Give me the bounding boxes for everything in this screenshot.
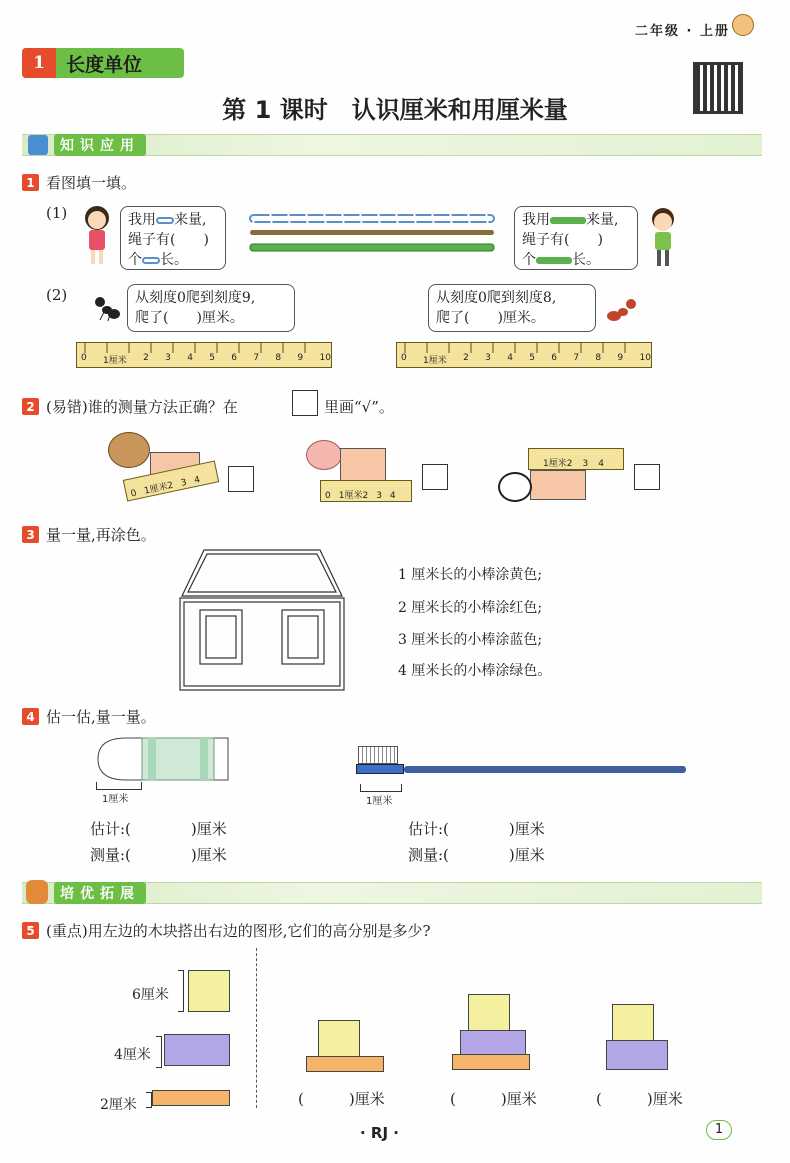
ant-icon [604,294,638,326]
paperclip-icon [156,217,174,224]
paperclip-icon [142,257,160,264]
toothbrush-head [358,746,398,764]
estimate-blank[interactable]: 估计:( )厘米 [408,820,545,838]
question-number: 1 [22,174,39,191]
boy-figure-icon [648,206,678,268]
block-2cm [152,1090,230,1106]
ruler-left [76,342,332,368]
section-label-advanced: 培优拓展 [54,882,146,904]
rope-illustration [248,212,496,258]
block-height-label: 6厘米 [132,987,169,1003]
rope [250,230,494,235]
cat-icon [26,880,48,904]
question-text: (易错)谁的测量方法正确？在 [46,398,238,416]
question-number: 4 [22,708,39,725]
question-text: (重点)用左边的木块搭出右边的图形,它们的高分别是多少? [46,922,431,940]
paperclip-chain [250,215,494,222]
ant-icon [92,292,120,322]
height-answer-blank[interactable]: ( )厘米 [298,1090,385,1108]
stack2-yellow [468,994,510,1034]
answer-box-b[interactable] [422,464,448,490]
answer-box-a[interactable] [228,466,254,492]
stack1-orange [306,1056,384,1072]
height-answer-blank[interactable]: ( )厘米 [450,1090,537,1108]
stack2-purple [460,1030,526,1056]
unit-bracket [360,784,402,792]
ruler-right [396,342,652,368]
student-icon [732,14,754,36]
question-text-after: 里画“√”。 [324,398,394,416]
chapter-title: 长度单位 [66,53,143,76]
stick-icon [536,257,572,264]
stack3-yellow [612,1004,654,1044]
measured-block-c [530,470,586,500]
page-number: 1 [706,1120,732,1140]
section-label-knowledge: 知识应用 [54,134,146,156]
question-number: 5 [22,922,39,939]
estimate-blank[interactable]: 估计:( )厘米 [90,820,227,838]
color-instruction: 1 厘米长的小棒涂黄色; [398,567,543,583]
height-bracket [178,970,184,1012]
ruler-offset: 0 1厘米2 3 4 [320,480,412,502]
unit-label: 1厘米 [366,796,393,807]
pig-icon [306,440,342,470]
stick-icon [550,217,586,224]
girl-figure-icon [82,204,112,266]
measured-block-b [340,448,386,482]
chapter-tab [22,48,184,78]
block-6cm [188,970,230,1012]
checkbox-example [292,390,318,416]
page-title: 第 1 课时 认识厘米和用厘米量 [222,96,568,124]
stick-row [250,244,494,251]
stack3-purple [606,1040,668,1070]
part-label: (2) [46,286,68,304]
divider-dashed [256,948,257,1108]
stack2-orange [452,1054,530,1070]
measure-blank[interactable]: 测量:( )厘米 [90,846,227,864]
speech-bubble-left: 我用 来量, 绳子有( ) 个 长。 [120,206,226,270]
ruler-labels: 0 1厘米 2 3 4 5 6 7 8 9 10 [401,353,651,366]
unit-bracket [96,782,142,790]
unit-label: 1厘米 [102,794,129,805]
toothbrush-icon [356,764,404,774]
grade-label: 二年级 · 上册 [635,24,730,39]
stack1-yellow [318,1020,360,1060]
block-height-label: 2厘米 [100,1097,137,1113]
house-drawing [176,548,348,694]
answer-box-c[interactable] [634,464,660,490]
speech-bubble-ant-left: 从刻度0爬到刻度9, 爬了( )厘米。 [127,284,295,332]
question-number: 2 [22,398,39,415]
speech-bubble-ant-right: 从刻度0爬到刻度8, 爬了( )厘米。 [428,284,596,332]
eraser-drawing [96,736,236,782]
height-answer-blank[interactable]: ( )厘米 [596,1090,683,1108]
block-height-label: 4厘米 [114,1047,151,1063]
question-number: 3 [22,526,39,543]
measure-blank[interactable]: 测量:( )厘米 [408,846,545,864]
color-instruction: 2 厘米长的小棒涂红色; [398,600,543,616]
panda-icon [498,472,532,502]
color-instruction: 3 厘米长的小棒涂蓝色; [398,632,543,648]
height-bracket [156,1036,162,1068]
publisher-mark: · RJ · [360,1124,399,1142]
question-text: 看图填一填。 [46,174,137,192]
question-text: 量一量,再涂色。 [46,526,156,544]
ruler-labels: 0 1厘米 2 3 4 5 6 7 8 9 10 [81,353,331,366]
book-icon [28,135,48,155]
ruler-aligned: 1厘米2 3 4 [528,448,624,470]
part-label: (1) [46,204,68,222]
block-4cm [164,1034,230,1066]
ruler-tilted: 0 1厘米2 3 4 [123,460,220,501]
color-instruction: 4 厘米长的小棒涂绿色。 [398,663,552,679]
speech-bubble-right: 我用 来量, 绳子有( ) 个 长。 [514,206,638,270]
toothbrush-handle [404,766,686,773]
dog-icon [108,432,150,468]
chapter-number: 1 [22,48,56,78]
question-text: 估一估,量一量。 [46,708,156,726]
